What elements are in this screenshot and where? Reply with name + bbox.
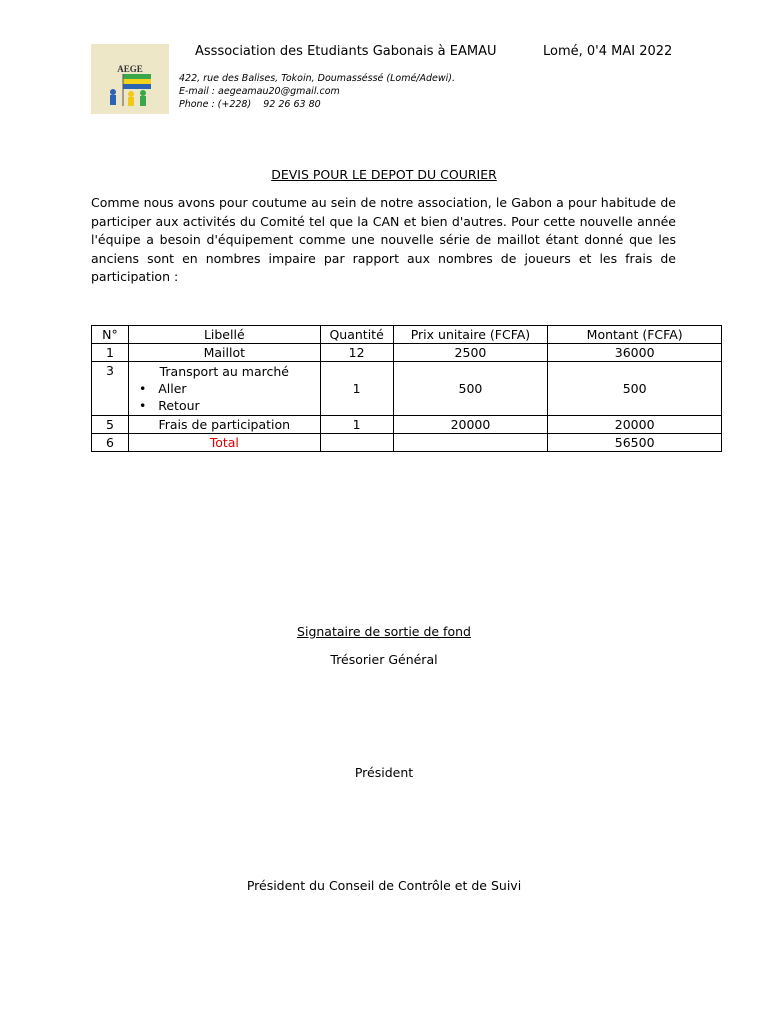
logo-image bbox=[91, 44, 169, 114]
header-label: Libellé bbox=[128, 326, 320, 344]
row-no: 1 bbox=[92, 344, 129, 362]
document-title: DEVIS POUR LE DEPOT DU COURIER bbox=[271, 167, 497, 182]
row-quantity: 1 bbox=[320, 362, 393, 416]
row-no: 3 bbox=[92, 362, 129, 416]
table-total-row bbox=[92, 434, 722, 452]
association-logo bbox=[91, 44, 169, 114]
row-unit-price: 2500 bbox=[393, 344, 548, 362]
row-no: 6 bbox=[92, 434, 129, 452]
row-no: 5 bbox=[92, 416, 129, 434]
phone-line: Phone : (+228) 92 26 63 80 bbox=[179, 99, 321, 110]
sub-item-label: Retour bbox=[158, 398, 200, 413]
row-amount: 500 bbox=[548, 362, 722, 416]
row-quantity: 1 bbox=[320, 416, 393, 434]
row-label-cell bbox=[128, 362, 320, 416]
row-label: Transport au marché bbox=[159, 364, 289, 379]
row-unit-price: 500 bbox=[393, 362, 548, 416]
row-quantity: 12 bbox=[320, 344, 393, 362]
table-row bbox=[92, 344, 722, 362]
row-amount: 36000 bbox=[548, 344, 722, 362]
president-signature: Président bbox=[354, 765, 414, 780]
council-president-signature: Président du Conseil de Contrôle et de Suivi bbox=[246, 878, 522, 893]
table-row bbox=[92, 362, 722, 416]
header-unit-price: Prix unitaire (FCFA) bbox=[393, 326, 548, 344]
quote-table bbox=[91, 325, 722, 452]
table-row bbox=[92, 416, 722, 434]
total-amount: 56500 bbox=[548, 434, 722, 452]
row-quantity bbox=[320, 434, 393, 452]
treasurer-signature: Trésorier Général bbox=[330, 652, 438, 667]
bullet-icon: • bbox=[138, 381, 147, 396]
header-no: N° bbox=[92, 326, 129, 344]
document-date: Lomé, 0'4 MAI 2022 bbox=[543, 44, 673, 59]
signatories-heading: Signataire de sortie de fond bbox=[297, 624, 471, 639]
table-header-row bbox=[92, 326, 722, 344]
total-label: Total bbox=[128, 434, 320, 452]
sub-item bbox=[129, 397, 320, 414]
email-line: E-mail : aegeamau20@gmail.com bbox=[179, 86, 340, 97]
row-label: Frais de participation bbox=[128, 416, 320, 434]
header-quantity: Quantité bbox=[320, 326, 393, 344]
logo-text: AEGE bbox=[117, 64, 143, 74]
address-line: 422, rue des Balises, Tokoin, Doumasséssé (Lomé/Adewi). bbox=[179, 73, 456, 84]
row-unit-price: 20000 bbox=[393, 416, 548, 434]
association-name: Asssociation des Etudiants Gabonais à EAMAU bbox=[195, 44, 497, 59]
row-unit-price bbox=[393, 434, 548, 452]
sub-item-label: Aller bbox=[158, 381, 187, 396]
sub-item bbox=[129, 380, 320, 397]
row-label: Maillot bbox=[128, 344, 320, 362]
intro-paragraph: Comme nous avons pour coutume au sein de notre association, le Gabon a pour habitude de participer aux activités du Comité tel que la CAN et bien d'autres. Pour cette nouvelle année l'équipe a besoin d'équipement comme une nouvelle série de maillot étant donné que les anciens sont en nombres impaire par rapport aux nombres de joueurs et les frais de participation : bbox=[91, 195, 676, 284]
row-amount: 20000 bbox=[548, 416, 722, 434]
header-amount: Montant (FCFA) bbox=[548, 326, 722, 344]
bullet-icon: • bbox=[138, 398, 147, 413]
contact-block bbox=[179, 72, 455, 111]
